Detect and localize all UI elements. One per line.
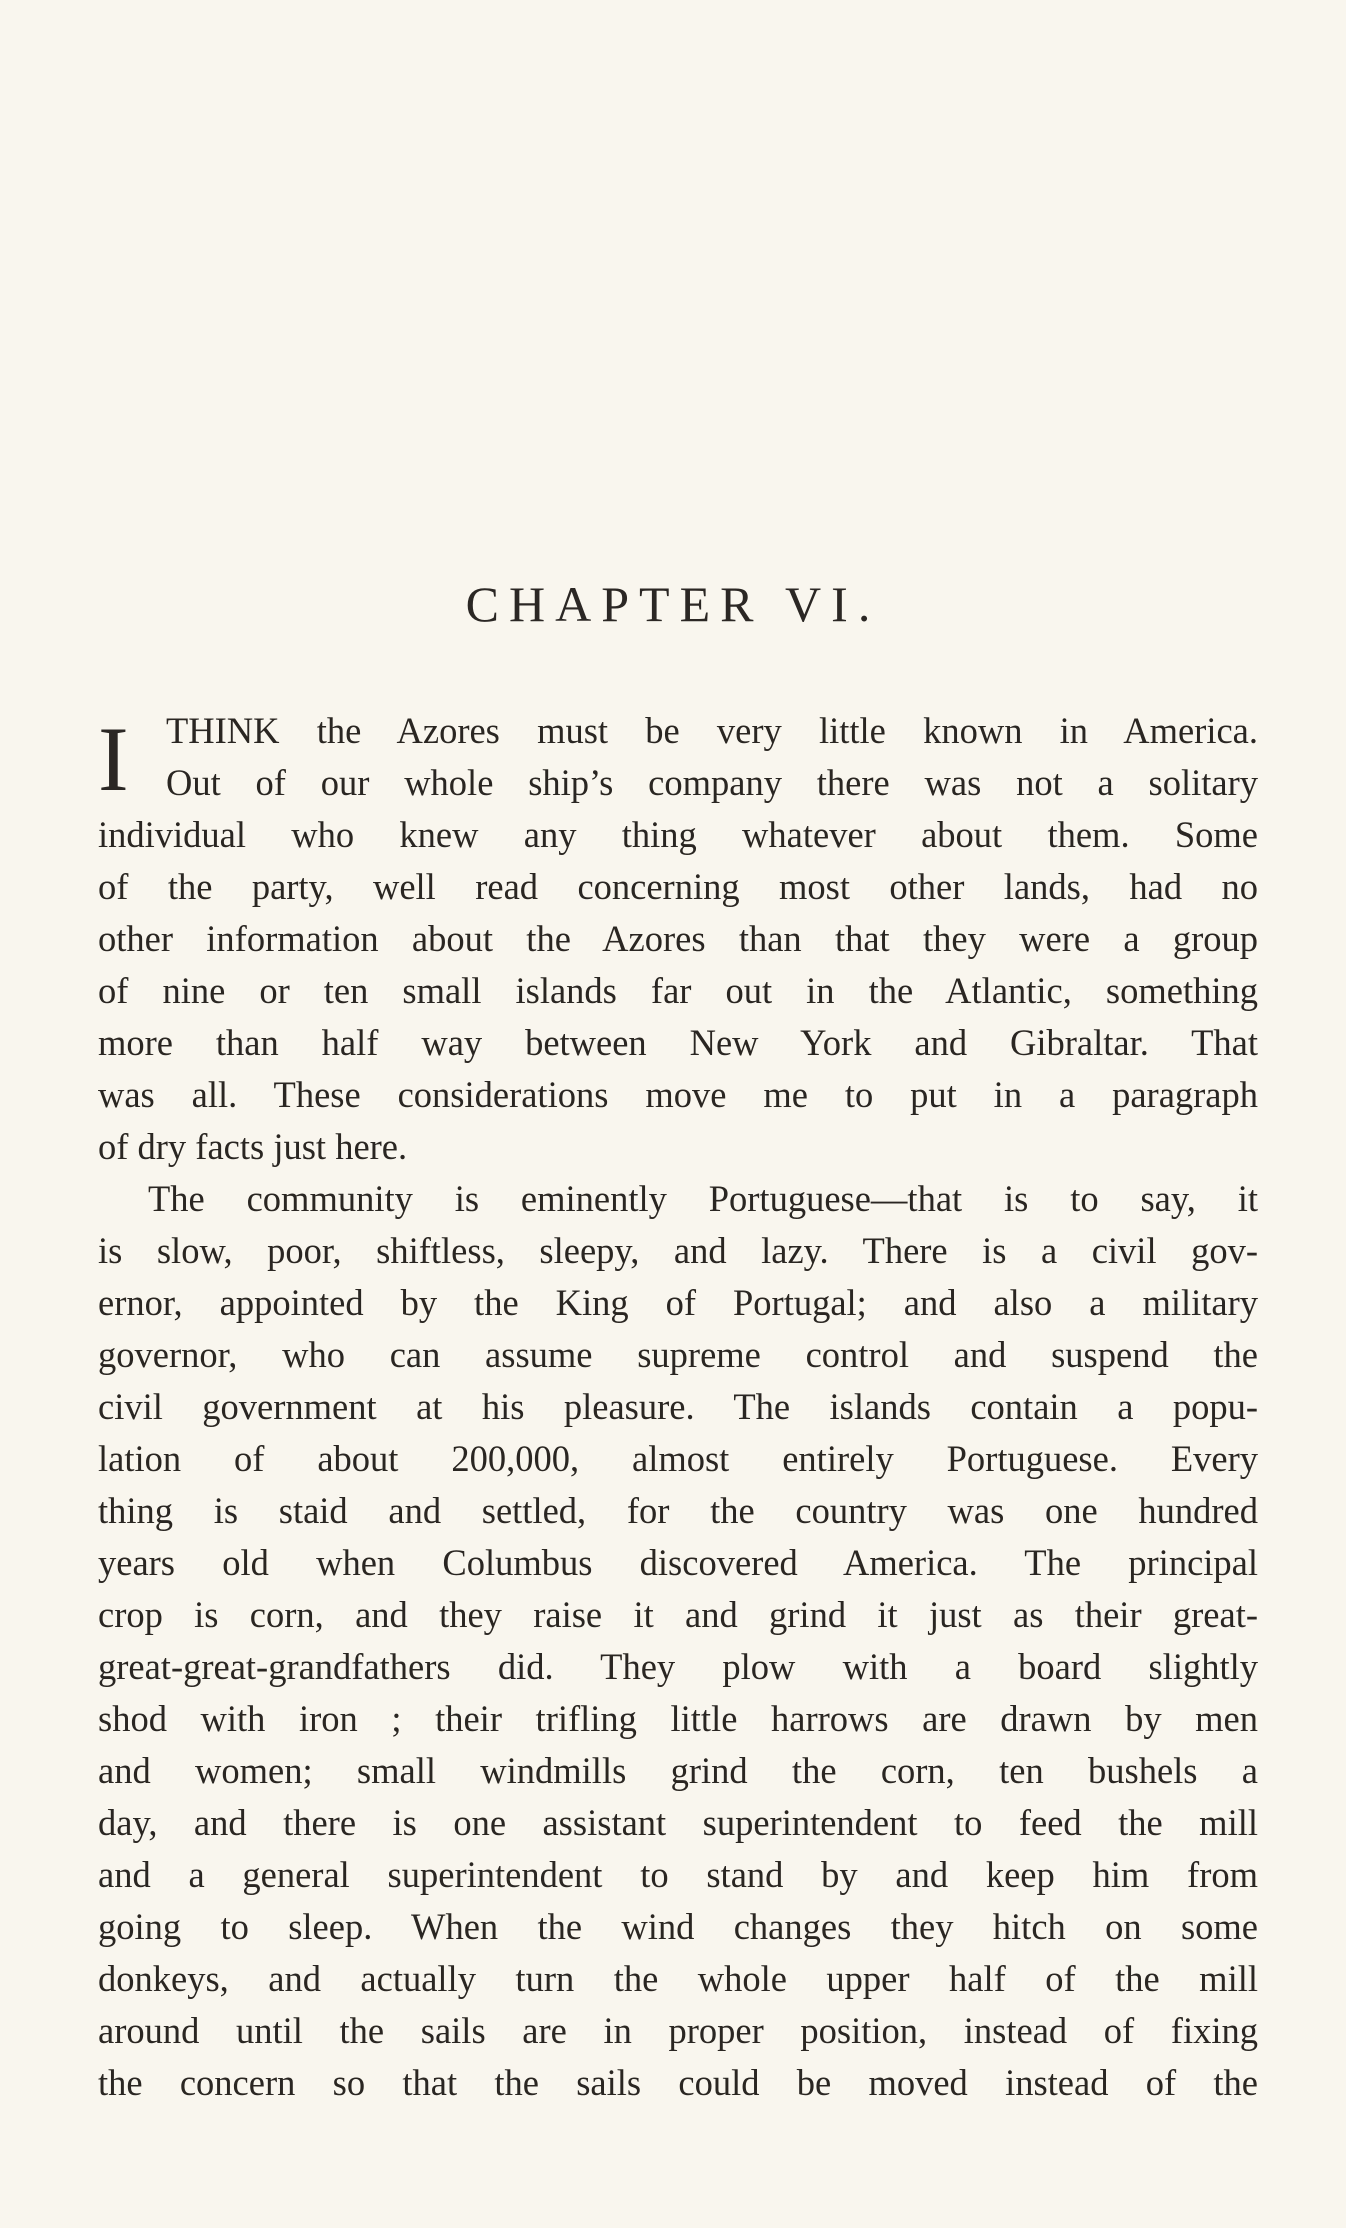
text-line: years old when Columbus discovered America. The principal — [98, 1542, 1258, 1583]
text-line: of the party, well read concerning most other lands, had no — [98, 866, 1258, 907]
text-line: lation of about 200,000, almost entirely Portuguese. Every — [98, 1438, 1258, 1479]
drop-cap: I — [98, 708, 129, 810]
text-line: ernor, appointed by the King of Portugal; and also a military — [98, 1282, 1258, 1323]
text-line: and women; small windmills grind the corn, ten bushels a — [98, 1750, 1258, 1791]
text-line: going to sleep. When the wind changes they hitch on some — [98, 1906, 1258, 1947]
paragraph-1 — [98, 705, 1258, 1173]
text-line: governor, who can assume supreme control and suspend the — [98, 1334, 1258, 1375]
text-line: great-great-grandfathers did. They plow with a board slightly — [98, 1646, 1258, 1687]
chapter-title: CHAPTER VI. — [465, 576, 881, 632]
body-text — [98, 705, 1258, 2109]
text-line: and a general superintendent to stand by and keep him from — [98, 1854, 1258, 1895]
text-line: more than half way between New York and Gibraltar. That — [98, 1022, 1258, 1063]
text-line: donkeys, and actually turn the whole upper half of the mill — [98, 1958, 1258, 1999]
text-line: of dry facts just here. — [98, 1126, 408, 1167]
text-line: was all. These considerations move me to put in a paragraph — [98, 1074, 1258, 1115]
text-line: other information about the Azores than that they were a group — [98, 918, 1258, 959]
text-line: The community is eminently Portuguese—that is to say, it — [148, 1178, 1258, 1219]
paragraph-2 — [98, 1173, 1258, 2109]
text-line: day, and there is one assistant superintendent to feed the mill — [98, 1802, 1258, 1843]
text-line: shod with iron ; their trifling little harrows are drawn by men — [98, 1698, 1258, 1739]
text-line: of nine or ten small islands far out in the Atlantic, something — [98, 970, 1258, 1011]
text-line: around until the sails are in proper position, instead of fixing — [98, 2010, 1258, 2051]
text-line: thing is staid and settled, for the country was one hundred — [98, 1490, 1258, 1531]
text-line: civil government at his pleasure. The islands contain a popu- — [98, 1386, 1258, 1427]
text-line: individual who knew any thing whatever about them. Some — [98, 814, 1258, 855]
text-line: crop is corn, and they raise it and grind it just as their great- — [98, 1594, 1258, 1635]
text-line: the concern so that the sails could be moved instead of the — [98, 2062, 1258, 2103]
text-line: is slow, poor, shiftless, sleepy, and lazy. There is a civil gov- — [98, 1230, 1258, 1271]
text-line: THINK the Azores must be very little known in America. — [166, 710, 1258, 751]
text-line: Out of our whole ship’s company there was not a solitary — [166, 762, 1258, 803]
